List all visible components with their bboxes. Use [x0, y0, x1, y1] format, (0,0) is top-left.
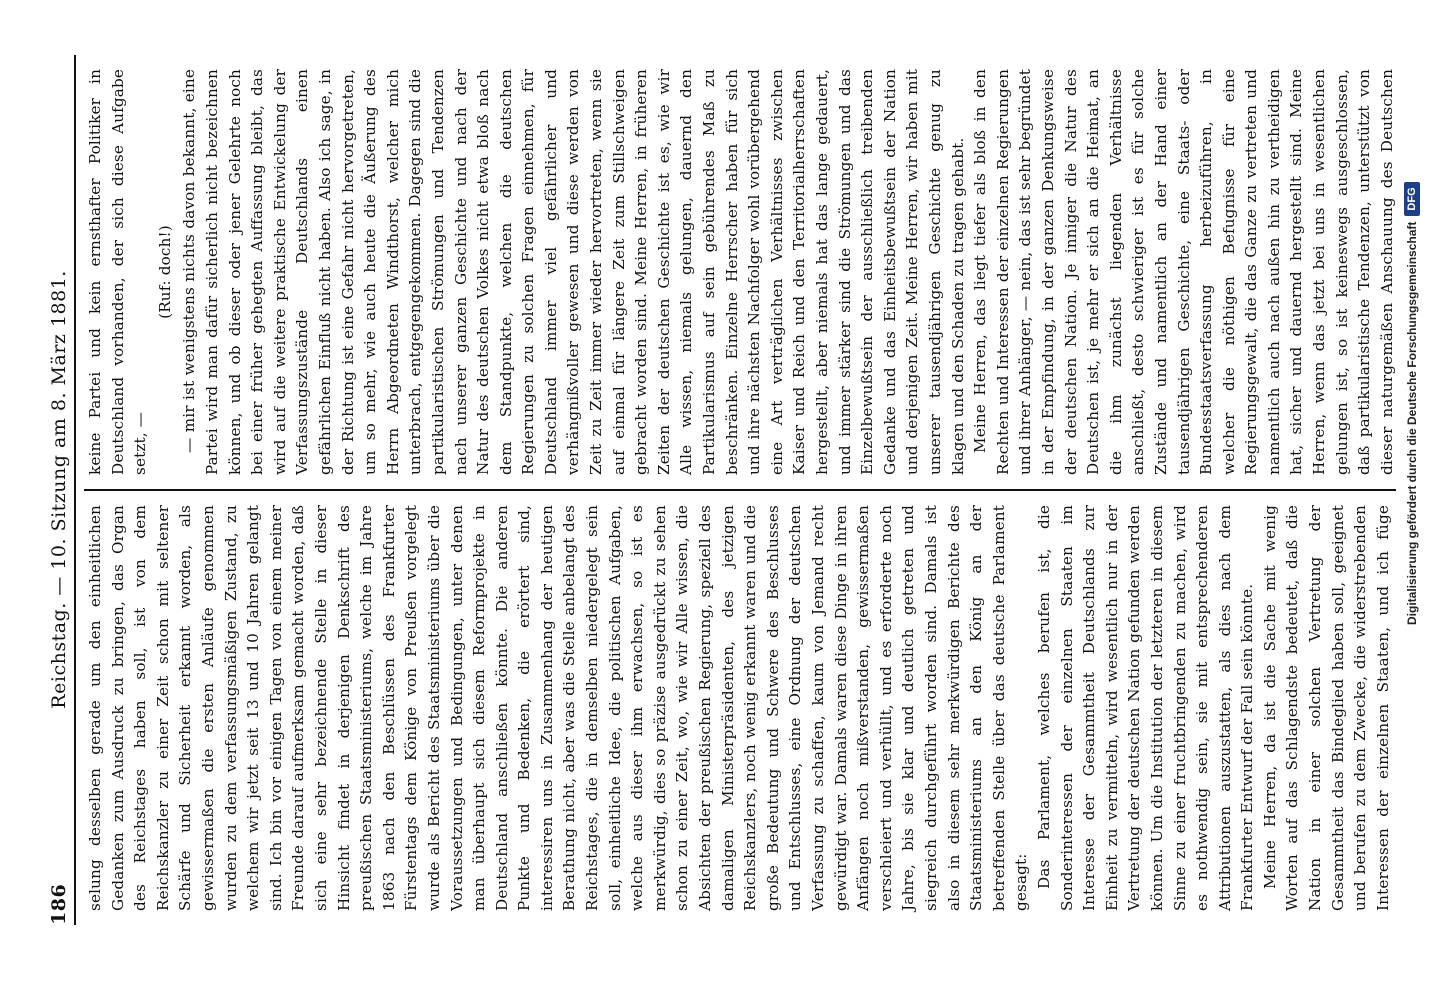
paragraph: Meine Herren, da ist die Sache mit wenig Worten auf das Schlagendste bedeutet, daß die Nation in einer solchen Vertretung der Gesammtheit das Bindeglied haben soll, geeignet und berufen zu dem Zwecke, die widerstrebenden Interessen der einzelnen Staaten, und ich füge	[1260, 505, 1392, 911]
page-number: 186	[48, 883, 70, 925]
scanned-page	[28, 15, 1406, 955]
right-column	[84, 55, 1396, 489]
paragraph: keine Partei und kein ernsthafter Politiker in Deutschland vorhanden, der sich diese Aufgabe setzt, —	[86, 69, 150, 475]
dfg-side-note	[1400, 0, 1432, 1000]
page-title: Reichstag. — 10. Sitzung am 8. März 1881.	[48, 270, 70, 709]
paragraph: (Ruf: doch!)	[155, 225, 174, 319]
paragraph: Meine Herren, das liegt tiefer als bloß in den Rechten und Interessen der einzelnen Regierungen und ihrer Anhänger, — nein, das ist sehr begründet in der Empfindung, in der ganzen Denkungsweise der deutschen Nation. Je inniger die Natur des Deutschen ist, je mehr er sich an die Heimat, an die ihm zunächst liegenden Verhältnisse anschließt, desto schwieriger ist es für solche Zustände und namentlich an der Hand einer tausendjährigen Geschichte, eine Staats- oder Bundesstaatsverfassung herbeizuführen, in welcher die nöthigen Befugnisse für eine Regierungsgewalt, die das Ganze zu vertreten und namentlich auch nach außen hin zu vertheidigen hat, sicher und dauernd hergestellt sind. Meine Herren, wenn das jetzt bei uns in wesentlichen gelungen ist, so ist keineswegs ausgeschlossen, daß partikularistische Tendenzen, unterstützt von dieser naturgemäßen Anschauung des Deutschen	[971, 69, 1396, 475]
text-columns	[84, 55, 1396, 925]
paragraph: — mir ist wenigstens nichts davon bekannt, eine Partei wird man dafür sicherlich nicht bezeichnen können, und ob dieser oder jener Gelehrte noch bei einer früher gehegten Auffassung bleibt, das wird auf die weitere praktische Entwickelung der Verfassungszustände Deutschlands einen gefährlichen Einfluß nicht haben. Also ich sage, in der Richtung ist eine Gefahr nicht hervorgetreten, um so mehr, wie auch heute die Äußerung des Herrn Abgeordneten Windthorst, welcher mich unterbrach, entgegengekommen. Dagegen sind die partikularistischen Strömungen und Tendenzen nach unserer ganzen Geschichte und nach der Natur des deutschen Volkes nicht etwa bloß nach dem Standpunkte, welchen die deutschen Regierungen zu solchen Fragen einnehmen, für Deutschland immer viel gefährlicher und verhängnißvoller gewesen und diese werden von Zeit zu Zeit immer wieder hervortreten, wenn sie auf einmal für längere Zeit zum Stillschweigen gebracht worden sind. Meine Herren, in früheren Zeiten der deutschen Geschichte ist es, wie wir Alle wissen, niemals gelungen, dauernd den Partikularismus auf sein gebührendes Maß zu beschränken. Einzelne Herrscher haben für sich und ihre nächsten Nachfolger wohl vorübergehend eine Art verträglichen Verhältnisses zwischen Kaiser und Reich und den Territorialherrschaften hergestellt, aber niemals hat das lange gedauert, und immer stärker sind die Strömungen und das Einzelbewußtsein der ausschließlich treibenden Gedanke und das Einheitsbewußtsein der Nation und derjenigen Zeit. Meine Herren, wir haben mit unserer tausendjährigen Geschichte genug zu klagen und den Schaden zu tragen gehabt.	[180, 69, 967, 475]
left-column	[84, 491, 1396, 925]
dfg-note-text: Digitalisierung gefördert durch die Deutsche Forschungsgemeinschaft	[1405, 221, 1419, 625]
paragraph: Das Parlament, welches berufen ist, die Sonderinteressen der einzelnen Staaten im Interesse der Gesammtheit Deutschlands zur Einheit zu vermitteln, wird wesentlich nur in der Vertretung der deutschen Nation gefunden werden können. Um die Institution der letzteren in diesem Sinne zu einer fruchtbringenden zu machen, wird es nothwendig sein, sie mit entsprechenderen Attributionen auszustatten, als dies nach dem Frankfurter Entwurf der Fall sein könnte.	[1034, 505, 1257, 911]
column-divider	[84, 489, 1396, 491]
paragraph: selung desselben gerade um den einheitlichen Gedanken zum Ausdruck zu bringen, das Organ des Reichstages haben soll, ist von dem Reichskanzler zu einer Zeit schon mit seltener Schärfe und Sicherheit erkannt worden, als gewissermaßen die ersten Anläufe genommen wurden zu dem verfassungsmäßigen Zustand, zu welchem wir jetzt seit 13 und 10 Jahren gelangt sind. Ich bin vor einigen Tagen von einem meiner Freunde darauf aufmerksam gemacht worden, daß sich eine sehr bezeichnende Stelle in dieser Hinsicht findet in derjenigen Denkschrift des preußischen Staatsministeriums, welche im Jahre 1863 nach den Beschlüssen des Frankfurter Fürstentags dem Könige von Preußen vorgelegt wurde als Bericht des Staatsministeriums über die Voraussetzungen und Bedingungen, unter denen man überhaupt sich diesem Reformprojekte in Deutschland anschließen könnte. Die anderen Punkte und Bedenken, die erörtert sind, interessiren uns in Zusammenhang der heutigen Berathung nicht, aber was die Stelle anbelangt des Reichstages, die in demselben niedergelegt sein soll, einheitliche Idee, die politischen Aufgaben, welche aus dieser ihm erwachsen, so ist es merkwürdig, dies so präzise ausgedrückt zu sehen schon zu einer Zeit, wo, wie wir Alle wissen, die Absichten der preußischen Regierung, speziell des damaligen Ministerpräsidenten, des jetzigen Reichskanzlers, noch wenig erkannt waren und die große Bedeutung und Schwere des Beschlusses und Entschlusses, eine Ordnung der deutschen Verfassung zu schaffen, kaum von Jemand recht gewürdigt war. Damals waren diese Dinge in ihren Anfängen noch mißverstanden, gewissermaßen verschleiert und verhüllt, und es erforderte noch Jahre, bis sie klar und deutlich getreten und siegreich durchgeführt worden sind. Damals ist also in diesem sehr merkwürdigen Berichte des Staatsministeriums an den König an der betreffenden Stelle über das deutsche Parlament gesagt:	[86, 505, 1031, 911]
page-header	[28, 55, 76, 925]
dfg-logo: DFG	[1404, 182, 1420, 215]
